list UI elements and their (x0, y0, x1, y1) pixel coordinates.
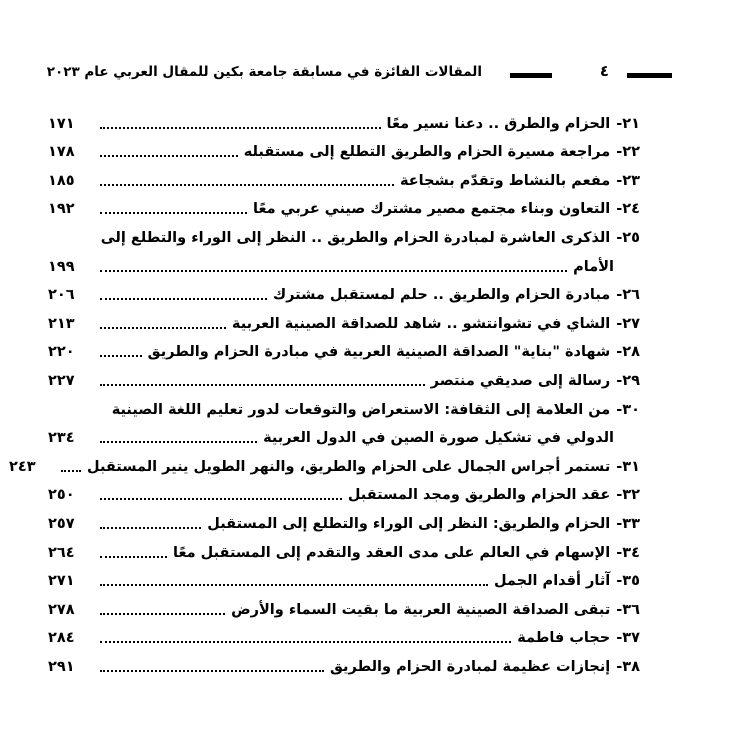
dot-leader (100, 498, 342, 500)
toc-entry-number: ٢٣- (616, 172, 640, 189)
toc-entry-title: مفعم بالنشاط وتقدّم بشجاعة (399, 172, 611, 189)
toc-entry-title: التعاون وبناء مجتمع مصير مشترك صيني عربي معًا (253, 201, 611, 218)
toc-entry-title: مراجعة مسيرة الحزام والطريق التطلع إلى مستقبله (243, 144, 611, 161)
toc-entry-number: ٣٣- (616, 515, 640, 532)
dot-leader (100, 441, 257, 443)
dot-leader (100, 298, 267, 300)
toc-entry-page: ٢٥٠ (48, 487, 75, 504)
dot-leader (100, 670, 324, 672)
header-rule-left (510, 73, 552, 78)
toc-entry-title: الحزام والطرق .. دعنا نسير معًا (386, 115, 611, 132)
toc-entry (48, 478, 640, 507)
toc-entry-continuation (48, 249, 640, 278)
toc-entry-number: ٣١- (616, 458, 640, 475)
toc-entry-title: آثار أقدام الجمل (493, 573, 611, 590)
dot-leader (100, 384, 425, 386)
toc-entry-title: تستمر أجراس الجمال على الحزام والطريق، والنهر الطويل ينير المستقبل (87, 458, 611, 475)
toc-entry-page: ٢٠٦ (48, 287, 75, 304)
toc-entry (9, 449, 640, 478)
toc-entry-number: ٢٥- (616, 229, 640, 246)
toc-entry-title: تبقى الصداقة الصينية العربية ما بقيت السماء والأرض (231, 601, 611, 618)
toc-entry-page: ١٧١ (48, 115, 75, 132)
running-header (20, 62, 672, 88)
toc-entry-title: الشاي في تشوانتشو .. شاهد للصداقة الصينية العربية (231, 315, 611, 332)
toc-entry-title-continued: الدولي في تشكيل صورة الصين في الدول العربية (263, 430, 614, 447)
toc-entry-page: ١٧٨ (48, 144, 75, 161)
toc-entry-number: ٢٢- (616, 144, 640, 161)
toc-entry-title: عقد الحزام والطريق ومجد المستقبل (347, 487, 611, 504)
toc-entry (48, 278, 640, 307)
toc-entry (48, 106, 640, 135)
dot-leader (100, 127, 381, 129)
toc-entry-page: ١٩٢ (48, 201, 75, 218)
toc-entry-page: ٢٩١ (48, 658, 75, 675)
toc-entry (48, 363, 640, 392)
table-of-contents (9, 106, 640, 678)
toc-entry-number: ٢٤- (616, 201, 640, 218)
toc-entry (48, 335, 640, 364)
toc-entry-title: شهادة "بناية" الصداقة الصينية العربية في مبادرة الحزام والطريق (147, 344, 611, 361)
toc-entry-page: ٢٤٣ (9, 458, 36, 475)
toc-entry-page: ٢١٣ (48, 315, 75, 332)
toc-entry-page: ٢٧٨ (48, 601, 75, 618)
toc-entry-page: ١٩٩ (48, 258, 75, 275)
toc-entry-page: ٢٣٤ (48, 430, 75, 447)
toc-entry-number: ٢٦- (616, 287, 640, 304)
toc-entry-continuation (48, 421, 640, 450)
toc-entry-title: حجاب فاطمة (517, 630, 611, 647)
dot-leader (100, 556, 167, 558)
toc-entry-page: ٢٦٤ (48, 544, 75, 561)
toc-entry-number: ٣٢- (616, 487, 640, 504)
toc-entry (48, 649, 640, 678)
toc-entry-number: ٣٠- (616, 401, 640, 418)
toc-entry (48, 192, 640, 221)
toc-entry (48, 163, 640, 192)
toc-entry-page: ١٨٥ (48, 172, 75, 189)
toc-entry (48, 392, 640, 421)
header-page-number: ٤ (599, 62, 609, 80)
toc-entry-number: ٢٨- (616, 344, 640, 361)
dot-leader (100, 584, 488, 586)
toc-entry (48, 621, 640, 650)
toc-entry-number: ٣٥- (616, 573, 640, 590)
toc-entry-title: رسالة إلى صديقي منتصر (430, 372, 611, 389)
toc-entry (48, 220, 640, 249)
toc-entry (48, 592, 640, 621)
toc-entry-title: إنجازات عظيمة لمبادرة الحزام والطريق (329, 658, 611, 675)
toc-entry-number: ٣٨- (616, 658, 640, 675)
toc-entry-page: ٢٥٧ (48, 515, 75, 532)
dot-leader (100, 613, 225, 615)
toc-entry-title: الذكرى العاشرة لمبادرة الحزام والطريق .. النظر إلى الوراء والتطلع إلى (100, 229, 611, 246)
toc-entry-title: من العلامة إلى الثقافة: الاستعراض والتوقعات لدور تعليم اللغة الصينية (111, 401, 611, 418)
toc-entry-page: ٢٧١ (48, 573, 75, 590)
toc-entry-page: ٢٨٤ (48, 630, 75, 647)
toc-entry (48, 506, 640, 535)
header-rule-right (627, 73, 672, 78)
toc-entry (48, 564, 640, 593)
toc-entry (48, 535, 640, 564)
toc-entry-title-continued: الأمام (573, 258, 614, 275)
toc-entry-number: ٣٦- (616, 601, 640, 618)
toc-entry (48, 135, 640, 164)
dot-leader (100, 355, 142, 357)
toc-entry-title: مبادرة الحزام والطريق .. حلم لمستقبل مشترك (272, 287, 611, 304)
toc-entry-number: ٣٤- (616, 544, 640, 561)
dot-leader (100, 527, 201, 529)
dot-leader (100, 212, 247, 214)
toc-entry-number: ٢١- (616, 115, 640, 132)
toc-entry-title: الحزام والطريق: النظر إلى الوراء والتطلع إلى المستقبل (207, 515, 611, 532)
toc-entry (48, 306, 640, 335)
dot-leader (100, 641, 511, 643)
dot-leader (100, 184, 394, 186)
toc-entry-page: ٢٢٧ (48, 372, 75, 389)
toc-entry-title: الإسهام في العالم على مدى العقد والتقدم إلى المستقبل معًا (173, 544, 611, 561)
toc-entry-page: ٢٢٠ (48, 344, 75, 361)
dot-leader (100, 155, 238, 157)
toc-entry-number: ٢٧- (616, 315, 640, 332)
header-title: المقالات الفائزة في مسابقة جامعة بكين للمقال العربي عام ٢٠٢٣ (46, 64, 482, 80)
dot-leader (100, 270, 567, 272)
toc-entry-number: ٣٧- (616, 630, 640, 647)
dot-leader (61, 470, 81, 472)
dot-leader (100, 327, 226, 329)
toc-entry-number: ٢٩- (616, 372, 640, 389)
